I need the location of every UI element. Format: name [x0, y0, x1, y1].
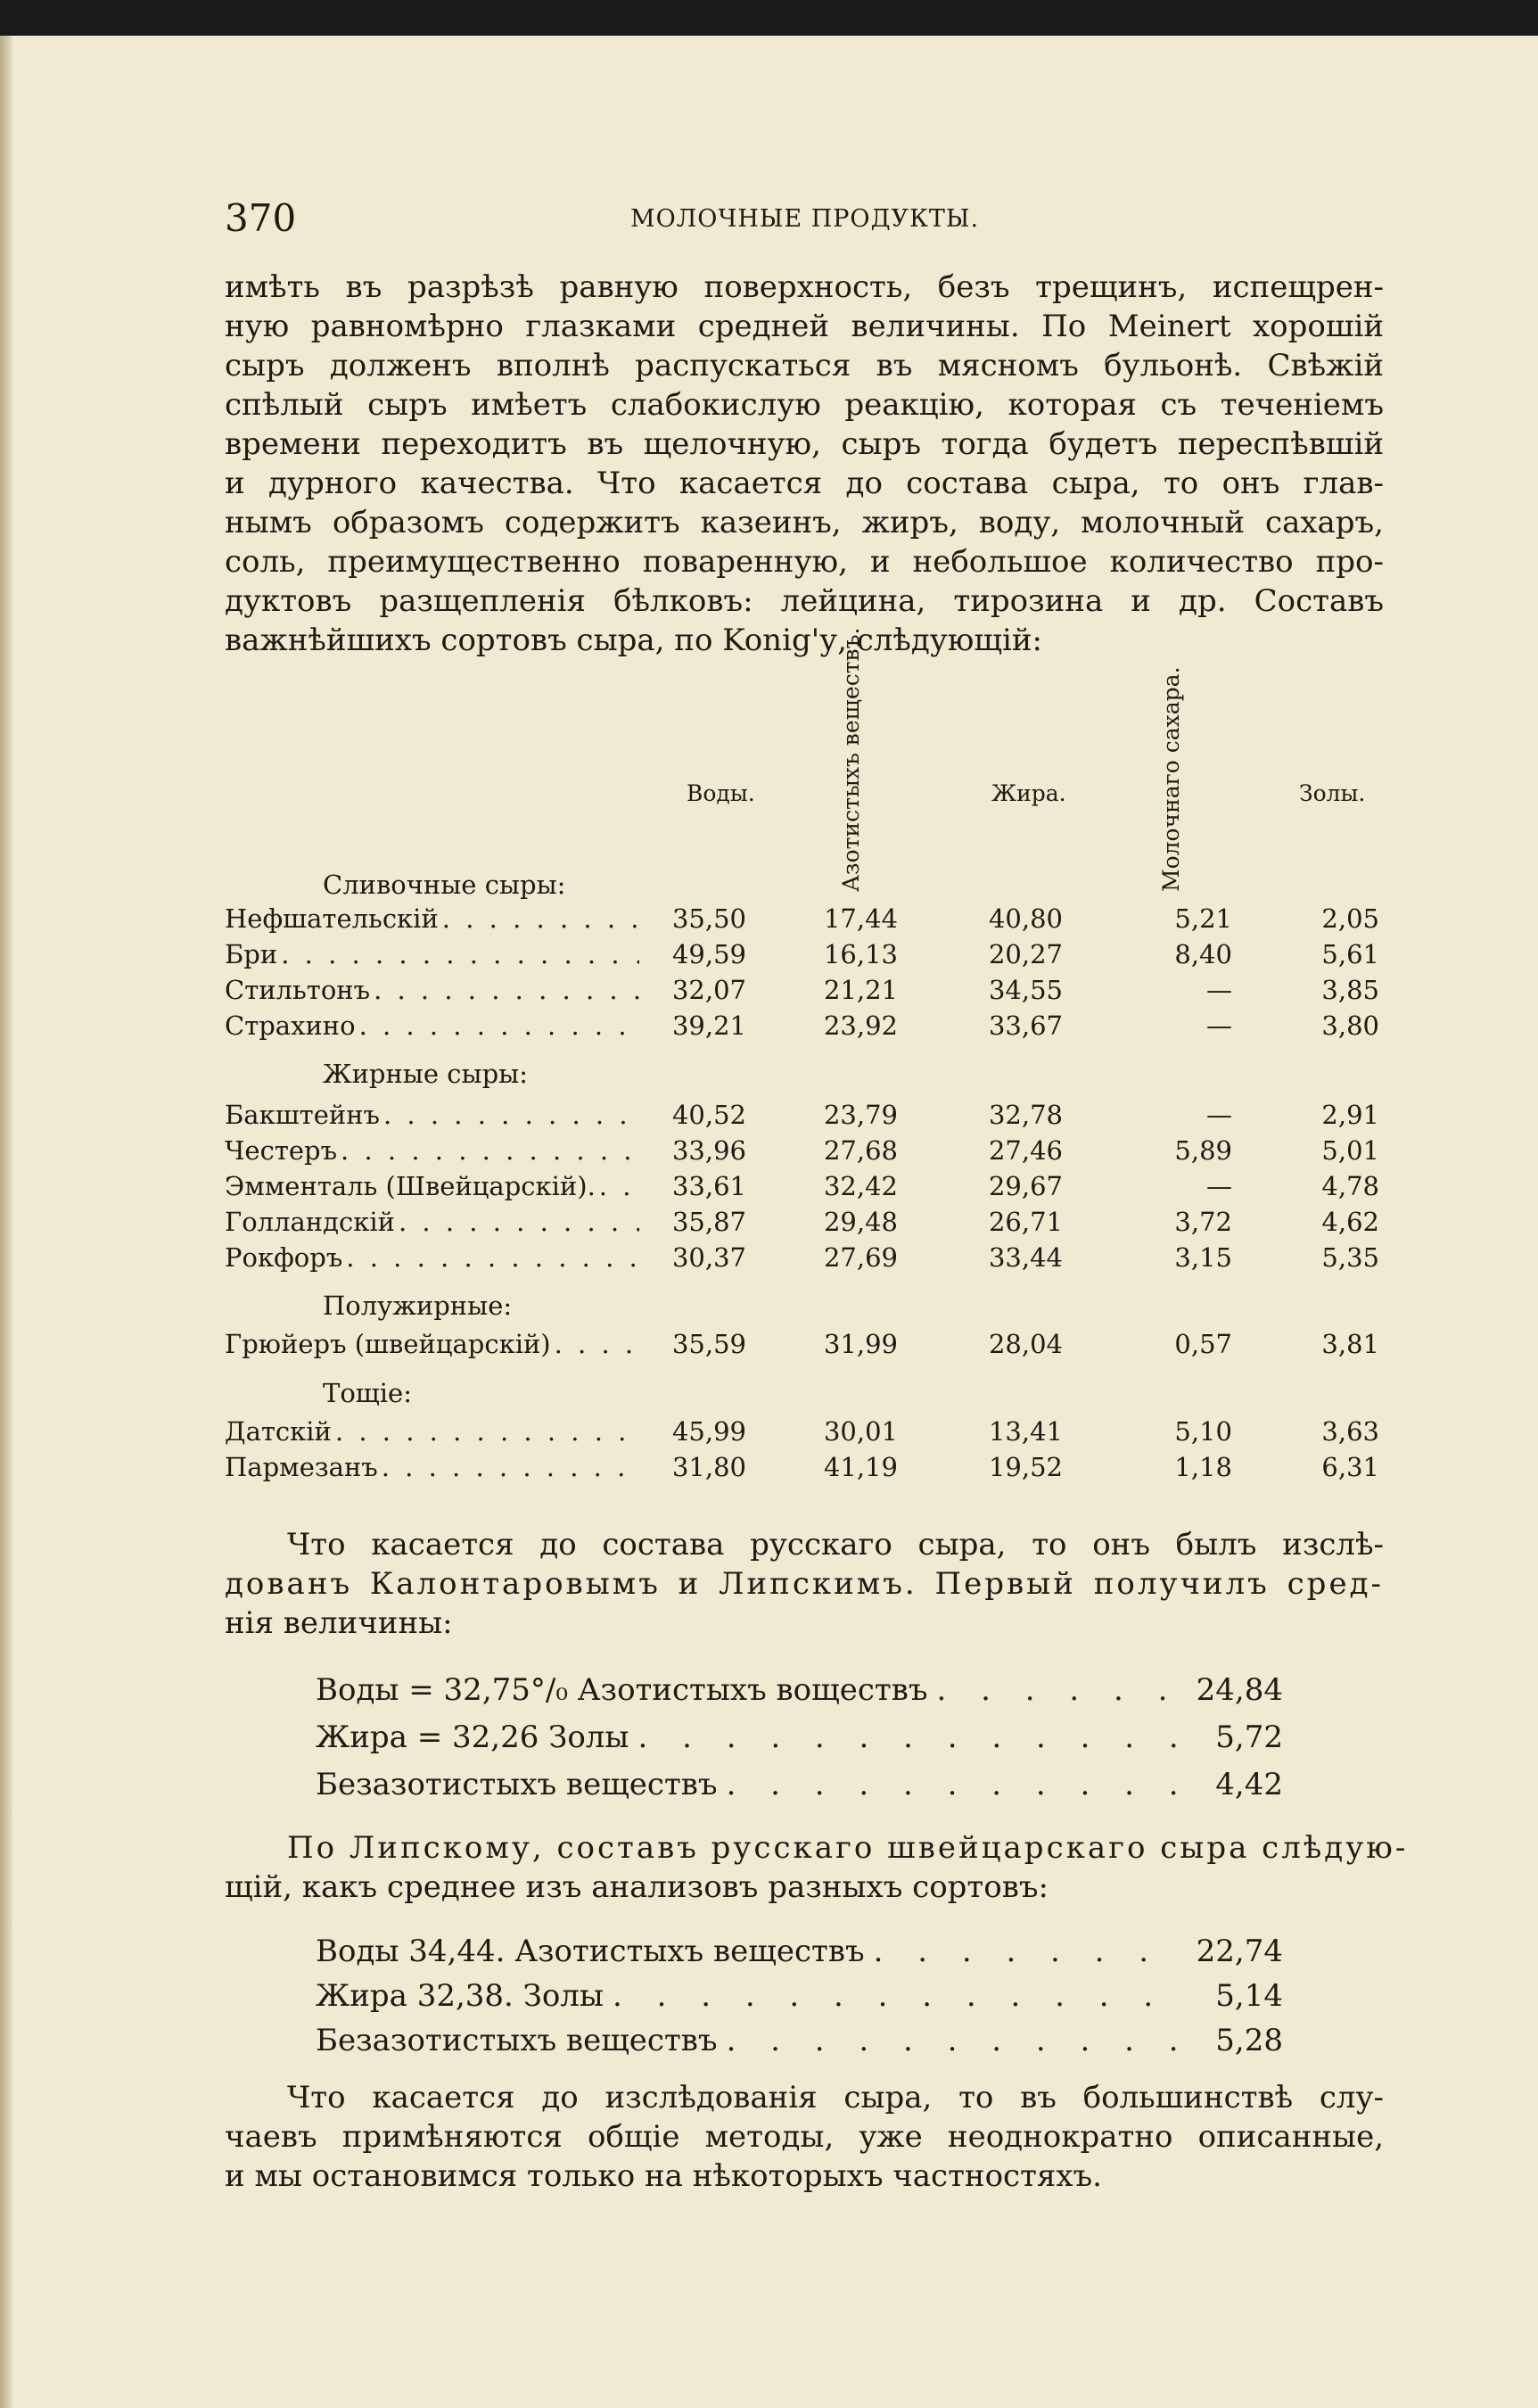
- water-value: 32,07: [671, 975, 746, 1005]
- lipsky-line: [316, 1978, 1283, 2023]
- component-label: Воды = 32,75°/₀ Азотистыхъ воществъ: [316, 1672, 928, 1708]
- sugar-value: 5,89: [1174, 1135, 1232, 1166]
- water-value: 45,99: [671, 1416, 746, 1447]
- component-label: Жира 32,38. Золы: [316, 1978, 604, 2014]
- component-value: 22,74: [1196, 1934, 1283, 1969]
- ash-value: 3,63: [1321, 1416, 1379, 1447]
- text-line: нымъ образомъ содержитъ казеинъ, жиръ, воду, молочный сахаръ,: [225, 505, 1384, 540]
- cheese-name: Пармезанъ . . .: [225, 1452, 639, 1482]
- nitrogen-value: 27,69: [823, 1242, 898, 1273]
- table-row: [225, 1010, 1384, 1046]
- kalontarov-line: [316, 1767, 1283, 1811]
- fat-value: 33,67: [988, 1010, 1063, 1041]
- cheese-name: Стильтонъ . . .: [225, 975, 639, 1005]
- water-value: 35,59: [671, 1329, 746, 1359]
- scan-top-border: [0, 0, 1538, 36]
- component-value: 5,14: [1215, 1978, 1283, 2014]
- text-line: соль, преимущественно поваренную, и небольшое количество про-: [225, 544, 1384, 580]
- text-line: времени переходитъ въ щелочную, сыръ тогда будетъ переспѣвшій: [225, 426, 1384, 462]
- group-title: Полужирные:: [323, 1291, 513, 1321]
- sugar-value: —: [1206, 1100, 1232, 1130]
- page-number: 370: [225, 196, 297, 240]
- text-line: Что касается до состава русскаго сыра, то онъ былъ изслѣ-: [287, 1527, 1384, 1563]
- fat-value: 33,44: [988, 1242, 1063, 1273]
- ash-value: 3,85: [1321, 975, 1379, 1005]
- group-title: Сливочные сыры:: [323, 870, 566, 900]
- book-page: [12, 36, 1538, 2408]
- sugar-value: —: [1206, 975, 1232, 1005]
- water-value: 33,96: [671, 1135, 746, 1166]
- text-line: По Липскому, составъ русскаго швейцарскаго сыра слѣдую-: [287, 1830, 1409, 1866]
- ash-value: 6,31: [1321, 1452, 1379, 1482]
- lipsky-line: [316, 2023, 1283, 2067]
- paragraph-intro: [225, 268, 1384, 660]
- component-value: 5,72: [1215, 1719, 1283, 1755]
- ash-value: 4,78: [1321, 1171, 1379, 1201]
- kalontarov-line: [316, 1672, 1283, 1717]
- text-line: дованъ Калонтаровымъ и Липскимъ. Первый получилъ сред-: [225, 1566, 1384, 1602]
- water-value: 33,61: [671, 1171, 746, 1201]
- sugar-value: 8,40: [1174, 939, 1232, 969]
- cheese-name: Нефшательскій . . .: [225, 903, 639, 934]
- table-row: [225, 975, 1384, 1010]
- nitrogen-value: 21,21: [823, 975, 898, 1005]
- sugar-value: —: [1206, 1010, 1232, 1041]
- sugar-value: —: [1206, 1171, 1232, 1201]
- fat-value: 27,46: [988, 1135, 1063, 1166]
- table-row: [225, 1452, 1384, 1488]
- component-value: 4,42: [1215, 1767, 1283, 1802]
- cheese-name: Бри . . .: [225, 939, 639, 969]
- text-line: щій, какъ среднее изъ анализовъ разныхъ сортовъ:: [225, 1869, 1049, 1905]
- nitrogen-value: 27,68: [823, 1135, 898, 1166]
- cheese-name: Грюйеръ (швейцарскій) . . .: [225, 1329, 639, 1359]
- ash-value: 2,91: [1321, 1100, 1379, 1130]
- component-label: Жира = 32,26 Золы: [316, 1719, 629, 1755]
- header-sugar: Молочнаго сахара.: [1158, 666, 1184, 892]
- page-left-edge: [0, 36, 12, 2408]
- cheese-name: Голландскій . . .: [225, 1207, 639, 1237]
- cheese-name: Бакштейнъ . . .: [225, 1100, 639, 1130]
- table-row: [225, 903, 1384, 939]
- cheese-name: Эмменталь (Швейцарскій). . . .: [225, 1171, 639, 1201]
- table-row: [225, 939, 1384, 975]
- text-line: и дурного качества. Что касается до состава сыра, то онъ глав-: [225, 466, 1384, 501]
- component-label: Воды 34,44. Азотистыхъ веществъ: [316, 1934, 865, 1969]
- fat-value: 32,78: [988, 1100, 1063, 1130]
- ash-value: 5,35: [1321, 1242, 1379, 1273]
- text-line: ную равномѣрно глазками средней величины. По Meinert хорошій: [225, 309, 1384, 344]
- water-value: 39,21: [671, 1010, 746, 1041]
- header-nitrogen: Азотистыхъ веществъ.: [838, 627, 864, 892]
- text-line: сыръ долженъ вполнѣ распускаться въ мясномъ бульонѣ. Свѣжій: [225, 348, 1384, 383]
- header-water: Воды.: [687, 780, 755, 806]
- component-value: 24,84: [1196, 1672, 1283, 1708]
- nitrogen-value: 29,48: [823, 1207, 898, 1237]
- kalontarov-line: [316, 1719, 1283, 1764]
- water-value: 40,52: [671, 1100, 746, 1130]
- component-label: Безазотистыхъ веществъ: [316, 2023, 718, 2058]
- fat-value: 19,52: [988, 1452, 1063, 1482]
- table-row: [225, 1100, 1384, 1135]
- page-header: [225, 178, 1384, 241]
- nitrogen-value: 31,99: [823, 1329, 898, 1359]
- water-value: 35,50: [671, 903, 746, 934]
- water-value: 49,59: [671, 939, 746, 969]
- nitrogen-value: 23,92: [823, 1010, 898, 1041]
- text-line: чаевъ примѣняются общіе методы, уже неоднократно описанные,: [225, 2119, 1384, 2155]
- paragraph-methods: [225, 2078, 1384, 2196]
- text-line: важнѣйшихъ сортовъ сыра, по Konig'у, слѣдующій:: [225, 623, 1042, 658]
- text-line: и мы остановимся только на нѣкоторыхъ частностяхъ.: [225, 2158, 1102, 2194]
- text-line: спѣлый сыръ имѣетъ слабокислую реакцію, которая съ теченіемъ: [225, 387, 1384, 423]
- water-value: 31,80: [671, 1452, 746, 1482]
- sugar-value: 3,15: [1174, 1242, 1232, 1273]
- text-line: Что касается до изслѣдованія сыра, то въ большинствѣ слу-: [287, 2080, 1384, 2115]
- cheese-name: Страхино . . .: [225, 1010, 639, 1041]
- ash-value: 3,81: [1321, 1329, 1379, 1359]
- text-line: нія величины:: [225, 1605, 453, 1641]
- nitrogen-value: 23,79: [823, 1100, 898, 1130]
- header-fat: Жира.: [991, 780, 1066, 806]
- nitrogen-value: 17,44: [823, 903, 898, 934]
- fat-value: 13,41: [988, 1416, 1063, 1447]
- water-value: 30,37: [671, 1242, 746, 1273]
- sugar-value: 0,57: [1174, 1329, 1232, 1359]
- running-title: МОЛОЧНЫЕ ПРОДУКТЫ.: [630, 205, 980, 233]
- ash-value: 4,62: [1321, 1207, 1379, 1237]
- header-ash: Золы.: [1299, 780, 1366, 806]
- group-title: Жирные сыры:: [323, 1059, 529, 1089]
- text-line: имѣть въ разрѣзѣ равную поверхность, безъ трещинъ, испещрен-: [225, 269, 1384, 305]
- group-title: Тощіе:: [323, 1378, 412, 1408]
- cheese-name: Рокфоръ . . .: [225, 1242, 639, 1273]
- cheese-name: Датскій . . .: [225, 1416, 639, 1447]
- fat-value: 28,04: [988, 1329, 1063, 1359]
- ash-value: 2,05: [1321, 903, 1379, 934]
- fat-value: 34,55: [988, 975, 1063, 1005]
- fat-value: 40,80: [988, 903, 1063, 934]
- text-line: дуктовъ разщепленія бѣлковъ: лейцина, тирозина и др. Составъ: [225, 583, 1384, 619]
- sugar-value: 5,21: [1174, 903, 1232, 934]
- sugar-value: 5,10: [1174, 1416, 1232, 1447]
- table-row: [225, 1416, 1384, 1452]
- paragraph-lipsky: [225, 1828, 1409, 1907]
- fat-value: 29,67: [988, 1171, 1063, 1201]
- ash-value: 5,61: [1321, 939, 1379, 969]
- table-row: [225, 1329, 1384, 1365]
- table-row: [225, 1242, 1384, 1278]
- table-row: [225, 1207, 1384, 1242]
- nitrogen-value: 41,19: [823, 1452, 898, 1482]
- component-label: Безазотистыхъ веществъ: [316, 1767, 718, 1802]
- fat-value: 26,71: [988, 1207, 1063, 1237]
- table-row: [225, 1135, 1384, 1171]
- sugar-value: 3,72: [1174, 1207, 1232, 1237]
- nitrogen-value: 32,42: [823, 1171, 898, 1201]
- lipsky-line: [316, 1934, 1283, 1978]
- water-value: 35,87: [671, 1207, 746, 1237]
- nitrogen-value: 30,01: [823, 1416, 898, 1447]
- nitrogen-value: 16,13: [823, 939, 898, 969]
- sugar-value: 1,18: [1174, 1452, 1232, 1482]
- table-row: [225, 1171, 1384, 1207]
- ash-value: 3,80: [1321, 1010, 1379, 1041]
- cheese-name: Честеръ . . .: [225, 1135, 639, 1166]
- ash-value: 5,01: [1321, 1135, 1379, 1166]
- component-value: 5,28: [1215, 2023, 1283, 2058]
- paragraph-russian-cheese: [225, 1525, 1384, 1643]
- fat-value: 20,27: [988, 939, 1063, 969]
